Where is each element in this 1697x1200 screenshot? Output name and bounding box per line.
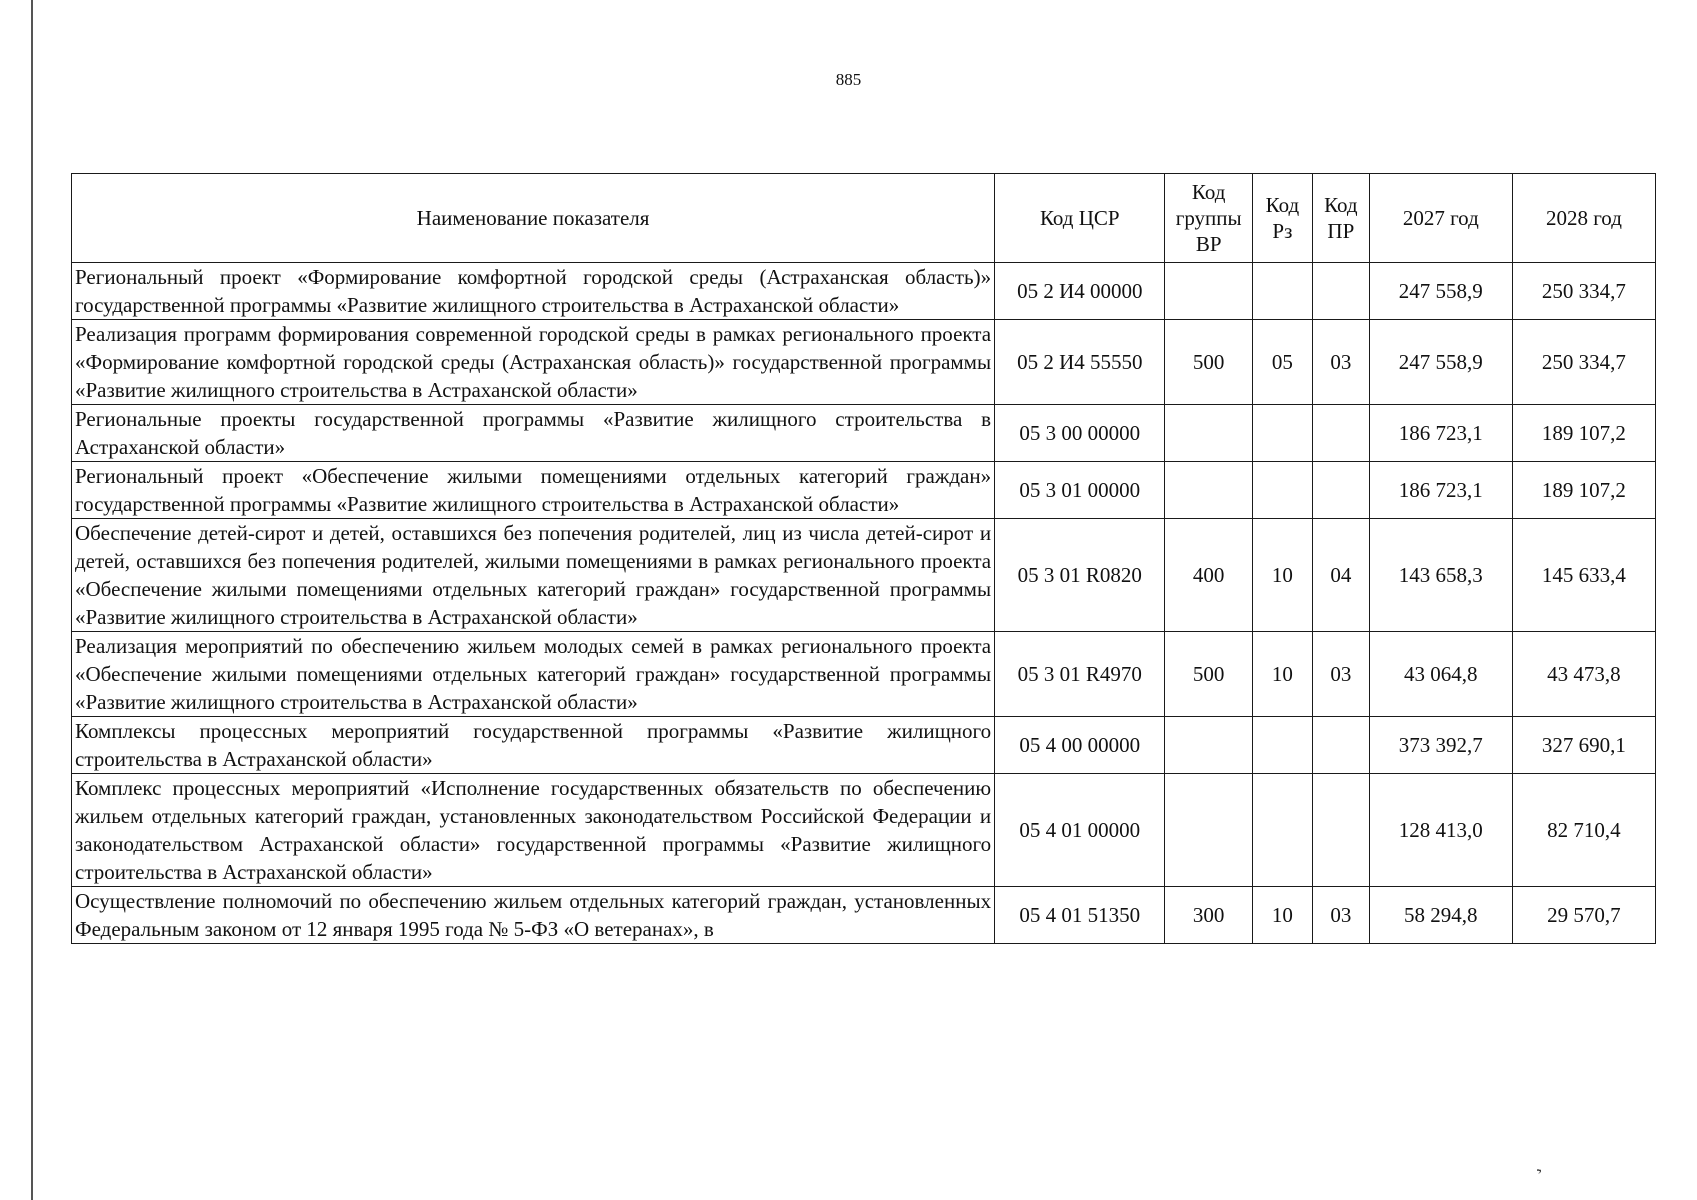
- row-2028: 145 633,4: [1512, 519, 1655, 632]
- row-2027: 186 723,1: [1369, 462, 1512, 519]
- row-vr: 500: [1165, 320, 1252, 405]
- row-pr: [1312, 774, 1369, 887]
- row-name: Осуществление полномочий по обеспечению жильем отдельных категорий граждан, установленных Федеральным законом от 12 января 1995 года № 5-ФЗ «О ветеранах», в: [72, 887, 995, 944]
- row-pr: 03: [1312, 632, 1369, 717]
- table-row: [72, 462, 1656, 519]
- row-csr: 05 2 И4 55550: [995, 320, 1165, 405]
- table-row: [72, 632, 1656, 717]
- header-name: Наименование показателя: [72, 174, 995, 263]
- table-row: [72, 320, 1656, 405]
- row-vr: [1165, 774, 1252, 887]
- row-2028: 29 570,7: [1512, 887, 1655, 944]
- row-pr: [1312, 405, 1369, 462]
- header-csr: Код ЦСР: [995, 174, 1165, 263]
- row-2028: 327 690,1: [1512, 717, 1655, 774]
- row-pr: 04: [1312, 519, 1369, 632]
- header-rz: Код Рз: [1252, 174, 1312, 263]
- row-rz: [1252, 405, 1312, 462]
- scan-speck-mark: .,: [1536, 1158, 1540, 1175]
- table-row: [72, 774, 1656, 887]
- row-csr: 05 3 00 00000: [995, 405, 1165, 462]
- row-2027: 373 392,7: [1369, 717, 1512, 774]
- row-2027: 43 064,8: [1369, 632, 1512, 717]
- row-csr: 05 4 01 51350: [995, 887, 1165, 944]
- row-2028: 250 334,7: [1512, 320, 1655, 405]
- row-pr: 03: [1312, 887, 1369, 944]
- row-rz: 05: [1252, 320, 1312, 405]
- row-csr: 05 4 00 00000: [995, 717, 1165, 774]
- row-name: Региональный проект «Формирование комфортной городской среды (Астраханская область)» государственной программы «Развитие жилищного строительства в Астраханской области»: [72, 263, 995, 320]
- row-name: Региональный проект «Обеспечение жилыми помещениями отдельных категорий граждан» государственной программы «Развитие жилищного строительства в Астраханской области»: [72, 462, 995, 519]
- row-name: Реализация программ формирования современной городской среды в рамках регионального проекта «Формирование комфортной городской среды (Астраханская область)» государственной программы «Развитие жилищного строительства в Астраханской области»: [72, 320, 995, 405]
- row-vr: [1165, 717, 1252, 774]
- row-pr: [1312, 462, 1369, 519]
- row-rz: [1252, 774, 1312, 887]
- row-rz: 10: [1252, 887, 1312, 944]
- row-name: Реализация мероприятий по обеспечению жильем молодых семей в рамках регионального проекта «Обеспечение жилыми помещениями отдельных категорий граждан» государственной программы «Развитие жилищного строительства в Астраханской области»: [72, 632, 995, 717]
- row-name: Комплекс процессных мероприятий «Исполнение государственных обязательств по обеспечению жильем отдельных категорий граждан, установленных законодательством Российской Федерации и законодательством Астраханской области» государственной программы «Развитие жилищного строительства в Астраханской области»: [72, 774, 995, 887]
- row-2028: 189 107,2: [1512, 462, 1655, 519]
- row-2028: 82 710,4: [1512, 774, 1655, 887]
- header-2027: 2027 год: [1369, 174, 1512, 263]
- table-header-row: [72, 174, 1656, 263]
- row-2027: 186 723,1: [1369, 405, 1512, 462]
- header-vr: Код группы ВР: [1165, 174, 1252, 263]
- row-2028: 189 107,2: [1512, 405, 1655, 462]
- row-rz: [1252, 263, 1312, 320]
- row-2027: 58 294,8: [1369, 887, 1512, 944]
- row-2027: 143 658,3: [1369, 519, 1512, 632]
- row-2028: 43 473,8: [1512, 632, 1655, 717]
- page-number: 885: [835, 70, 862, 89]
- row-rz: [1252, 462, 1312, 519]
- row-csr: 05 3 01 R0820: [995, 519, 1165, 632]
- table-row: [72, 717, 1656, 774]
- row-csr: 05 3 01 R4970: [995, 632, 1165, 717]
- row-pr: [1312, 263, 1369, 320]
- row-name: Комплексы процессных мероприятий государственной программы «Развитие жилищного строительства в Астраханской области»: [72, 717, 995, 774]
- row-vr: 300: [1165, 887, 1252, 944]
- row-2027: 247 558,9: [1369, 320, 1512, 405]
- table-row: [72, 519, 1656, 632]
- row-vr: [1165, 405, 1252, 462]
- table-row: [72, 405, 1656, 462]
- row-2028: 250 334,7: [1512, 263, 1655, 320]
- row-pr: [1312, 717, 1369, 774]
- row-pr: 03: [1312, 320, 1369, 405]
- scan-margin-line: [31, 0, 33, 1200]
- table-row: [72, 263, 1656, 320]
- row-vr: [1165, 462, 1252, 519]
- row-vr: 400: [1165, 519, 1252, 632]
- row-vr: 500: [1165, 632, 1252, 717]
- row-rz: 10: [1252, 632, 1312, 717]
- row-csr: 05 2 И4 00000: [995, 263, 1165, 320]
- row-name: Региональные проекты государственной программы «Развитие жилищного строительства в Астраханской области»: [72, 405, 995, 462]
- budget-table: [71, 173, 1656, 944]
- header-2028: 2028 год: [1512, 174, 1655, 263]
- row-csr: 05 3 01 00000: [995, 462, 1165, 519]
- row-rz: [1252, 717, 1312, 774]
- row-2027: 128 413,0: [1369, 774, 1512, 887]
- row-vr: [1165, 263, 1252, 320]
- row-name: Обеспечение детей-сирот и детей, оставшихся без попечения родителей, лиц из числа детей-сирот и детей, оставшихся без попечения родителей, жилыми помещениями в рамках регионального проекта «Обеспечение жилыми помещениями отдельных категорий граждан» государственной программы «Развитие жилищного строительства в Астраханской области»: [72, 519, 995, 632]
- header-pr: Код ПР: [1312, 174, 1369, 263]
- row-rz: 10: [1252, 519, 1312, 632]
- row-2027: 247 558,9: [1369, 263, 1512, 320]
- table-row: [72, 887, 1656, 944]
- row-csr: 05 4 01 00000: [995, 774, 1165, 887]
